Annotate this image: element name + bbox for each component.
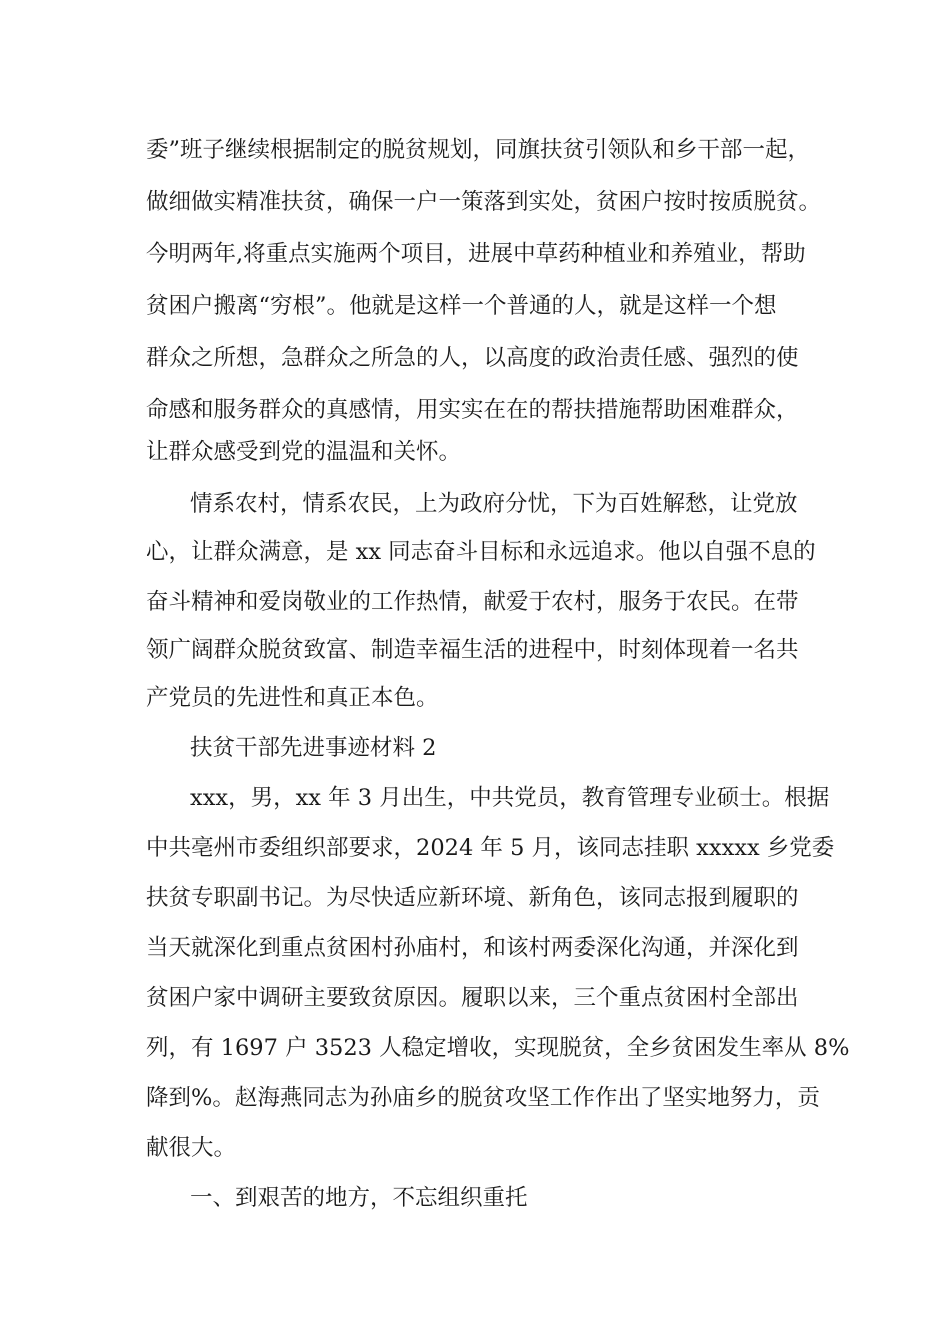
section-title: 扶贫干部先进事迹材料 2 [190, 735, 437, 761]
paragraph-line: 命感和服务群众的真感情，用实实在在的帮扶措施帮助困难群众， [146, 397, 799, 423]
paragraph-line: 奋斗精神和爱岗敬业的工作热情，献爱于农村，服务于农民。在带 [146, 589, 799, 615]
paragraph-line: 领广阔群众脱贫致富、制造幸福生活的进程中，时刻体现着一名共 [146, 637, 799, 663]
paragraph-line: 产党员的先进性和真正本色。 [146, 685, 439, 711]
paragraph-line: 列，有 1697 户 3523 人稳定增收，实现脱贫，全乡贫困发生率从 8% [146, 1035, 850, 1061]
paragraph-line: 贫困户搬离“穷根”。他就是这样一个普通的人，就是这样一个想 [146, 293, 777, 319]
paragraph-line: 献很大。 [146, 1135, 237, 1161]
paragraph-line: 扶贫专职副书记。为尽快适应新环境、新角色，该同志报到履职的 [146, 885, 799, 911]
paragraph-line: 委”班子继续根据制定的脱贫规划，同旗扶贫引领队和乡干部一起， [146, 137, 811, 163]
section-heading: 一、到艰苦的地方，不忘组织重托 [190, 1185, 528, 1211]
paragraph-line: 中共亳州市委组织部要求，2024 年 5 月，该同志挂职 xxxxx 乡党委 [146, 835, 835, 861]
paragraph-line: 情系农村，情系农民，上为政府分忧，下为百姓解愁，让党放 [190, 491, 798, 517]
paragraph-line: 让群众感受到党的温温和关怀。 [146, 439, 462, 465]
paragraph-line: 降到%。赵海燕同志为孙庙乡的脱贫攻坚工作作出了坚实地努力，贡 [146, 1085, 820, 1111]
paragraph-line: 贫困户家中调研主要致贫原因。履职以来，三个重点贫困村全部出 [146, 985, 799, 1011]
paragraph-line: 今明两年,将重点实施两个项目，进展中草药种植业和养殖业，帮助 [146, 241, 806, 267]
paragraph-line: 做细做实精准扶贫，确保一户一策落到实处，贫困户按时按质脱贫。 [146, 189, 822, 215]
paragraph-line: 群众之所想，急群众之所急的人，以高度的政治责任感、强烈的使 [146, 345, 799, 371]
paragraph-line: xxx，男，xx 年 3 月出生，中共党员，教育管理专业硕士。根据 [190, 785, 830, 811]
paragraph-line: 心，让群众满意，是 xx 同志奋斗目标和永远追求。他以自强不息的 [146, 539, 816, 565]
paragraph-line: 当天就深化到重点贫困村孙庙村，和该村两委深化沟通，并深化到 [146, 935, 799, 961]
